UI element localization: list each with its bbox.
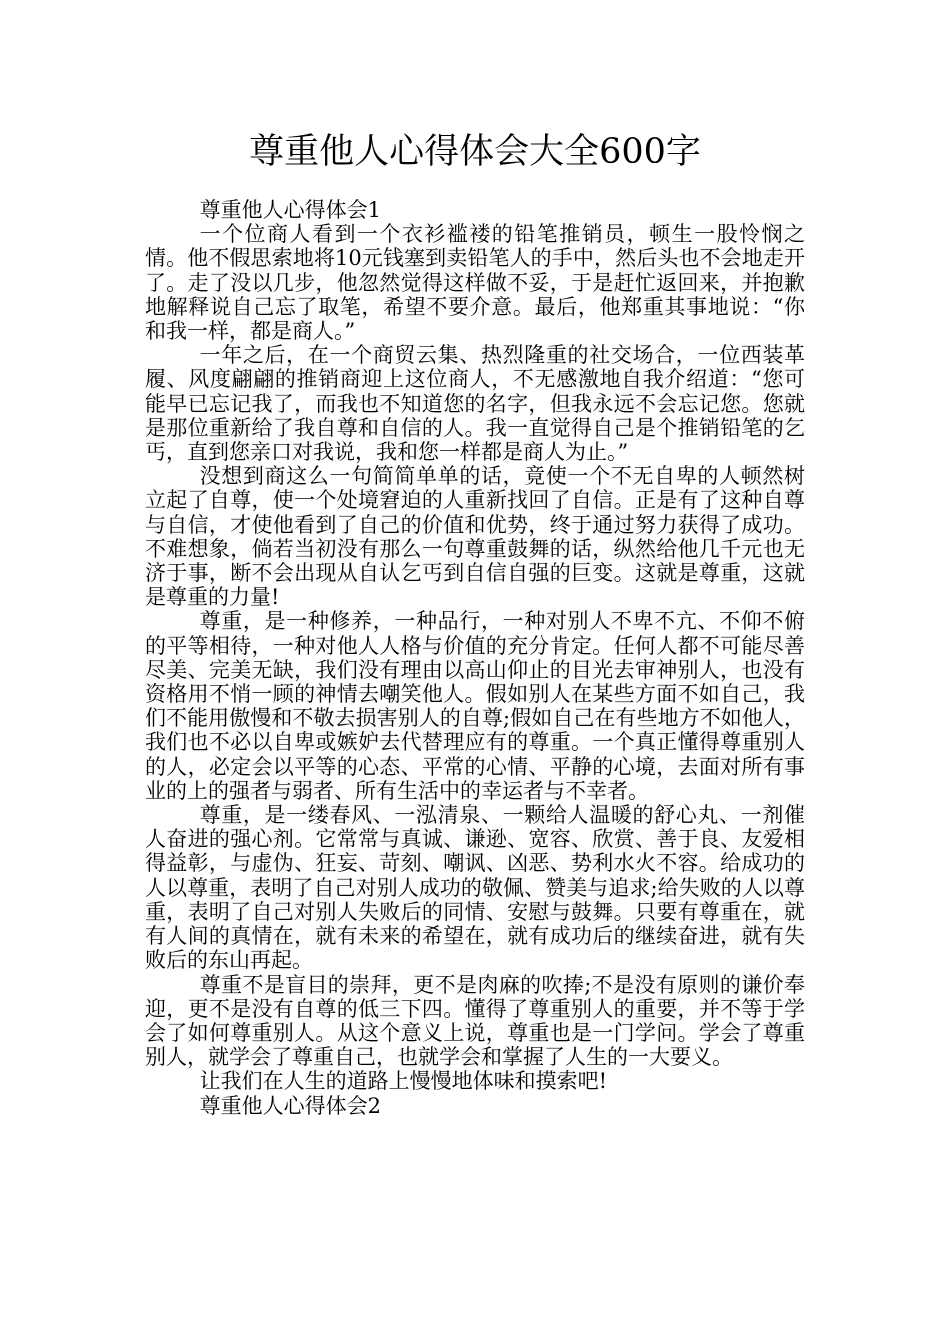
body-paragraph: 尊重不是盲目的崇拜，更不是肉麻的吹捧;不是没有原则的谦价奉迎，更不是没有自尊的低三下四。懂得了尊重别人的重要，并不等于学会了如何尊重别人。从这个意义上说，尊重也是一门学问。学会了尊重别人，就学会了尊重自己，也就学会和掌握了人生的一大要义。: [145, 972, 805, 1070]
section-heading-2: 尊重他人心得体会2: [199, 1093, 381, 1118]
body-paragraph: 一年之后，在一个商贸云集、热烈隆重的社交场合，一位西装革履、风度翩翩的推销商迎上这位商人，不无感激地自我介绍道：“您可能早已忘记我了，而我也不知道您的名字，但我永远不会忘记您。您就是那位重新给了我自尊和自信的人。我一直觉得自己是个推销铅笔的乞丐，直到您亲口对我说，我和您一样都是商人为止。”: [145, 343, 805, 465]
body-paragraph: 尊重，是一种修养，一种品行，一种对别人不卑不亢、不仰不俯的平等相待，一种对他人人格与价值的充分肯定。任何人都不可能尽善尽美、完美无缺，我们没有理由以高山仰止的目光去审神别人，也没有资格用不悄一顾的神情去嘲笑他人。假如别人在某些方面不如自己，我们不能用傲慢和不敬去损害别人的自尊;假如自己在有些地方不如他人，我们也不必以自卑或嫉妒去代替理应有的尊重。一个真正懂得尊重别人的人，必定会以平等的心态、平常的心情、平静的心境，去面对所有事业的上的强者与弱者、所有生活中的幸运者与不幸者。: [145, 609, 805, 803]
body-paragraph: 尊重，是一缕春风、一泓清泉、一颗给人温暖的舒心丸、一剂催人奋进的强心剂。它常常与真诚、谦逊、宽容、欣赏、善于良、友爱相得益彰，与虚伪、狂妄、苛刻、嘲讽、凶恶、势利水火不容。给成功的人以尊重，表明了自己对别人成功的敬佩、赞美与追求;给失败的人以尊重，表明了自己对别人失败后的同情、安慰与鼓舞。只要有尊重在，就有人间的真情在，就有未来的希望在，就有成功后的继续奋进，就有失败后的东山再起。: [145, 803, 805, 973]
document-body: [145, 198, 805, 1118]
body-paragraph: 一个位商人看到一个衣衫褴褛的铅笔推销员，顿生一股怜悯之情。他不假思索地将10元钱塞到卖铅笔人的手中，然后头也不会地走开了。走了没以几步，他忽然觉得这样做不妥，于是赶忙返回来，并抱歉地解释说自己忘了取笔，希望不要介意。最后，他郑重其事地说：“你和我一样，都是商人。”: [145, 222, 805, 344]
section-heading-1: 尊重他人心得体会1: [199, 198, 381, 222]
document-title: 尊重他人心得体会大全600字: [249, 132, 701, 172]
body-paragraph: 没想到商这么一句简简单单的话，竟使一个不无自卑的人顿然树立起了自尊，使一个处境窘迫的人重新找回了自信。正是有了这种自尊与自信，才使他看到了自己的价值和优势，终于通过努力获得了成功。不难想象，倘若当初没有那么一句尊重鼓舞的话，纵然给他几千元也无济于事，断不会出现从自认乞丐到自信自强的巨变。这就是尊重，这就是尊重的力量!: [145, 464, 805, 610]
body-paragraph: 让我们在人生的道路上慢慢地体味和摸索吧!: [199, 1069, 608, 1094]
